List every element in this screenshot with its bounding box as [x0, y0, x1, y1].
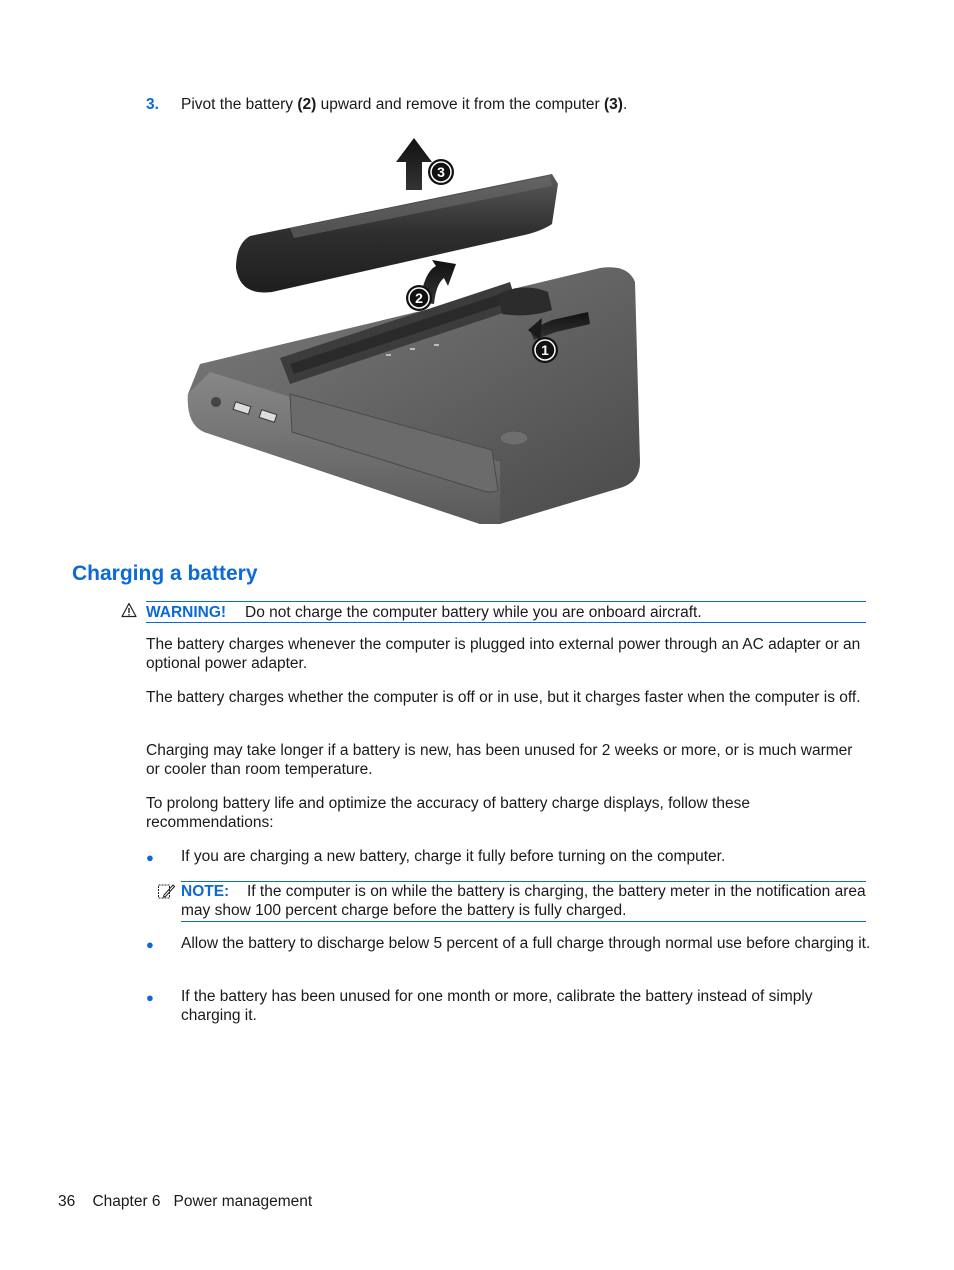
- svg-text:1: 1: [541, 342, 549, 358]
- svg-text:2: 2: [415, 290, 423, 306]
- paragraph: The battery charges whether the computer is off or in use, but it charges faster when the computer is off.: [146, 689, 861, 706]
- warning-label: WARNING!: [146, 604, 227, 621]
- bullet-marker: ●: [146, 990, 154, 1005]
- svg-text:3: 3: [437, 164, 445, 180]
- battery-removal-illustration: [180, 132, 646, 532]
- lift-arrow: [396, 138, 432, 190]
- note-label: NOTE:: [181, 883, 230, 900]
- callout-3-icon: [428, 159, 454, 185]
- paragraph: Charging may take longer if a battery is new, has been unused for 2 weeks or more, or is much warmer or cooler than room temperature.: [146, 742, 853, 778]
- bullet-item: Allow the battery to discharge below 5 percent of a full charge through normal use before charging it.: [181, 935, 871, 952]
- note-callout: [181, 881, 866, 922]
- footer-chapter: Chapter 6: [92, 1193, 161, 1210]
- audio-jack-icon: [211, 397, 221, 407]
- warning-triangle-icon: [121, 602, 137, 618]
- note-pencil-icon: [157, 882, 175, 900]
- paragraph: To prolong battery life and optimize the accuracy of battery charge displays, follow these recommendations:: [146, 795, 750, 831]
- bullet-item: If the battery has been unused for one month or more, calibrate the battery instead of simply charging it.: [181, 988, 813, 1024]
- bullet-item: If you are charging a new battery, charge it fully before turning on the computer.: [181, 848, 726, 865]
- callout-2-icon: [406, 285, 432, 311]
- rubber-foot: [500, 431, 528, 445]
- page-number: 36: [58, 1193, 76, 1210]
- section-heading: Charging a battery: [72, 562, 258, 585]
- warning-callout: [146, 601, 866, 623]
- battery-release-latch: [498, 287, 552, 315]
- paragraph: The battery charges whenever the computer is plugged into external power through an AC adapter or an optional power adapter.: [146, 636, 861, 672]
- footer-title: Power management: [173, 1193, 313, 1210]
- step-number: 3.: [146, 96, 159, 113]
- bullet-marker: ●: [146, 850, 154, 865]
- callout-1-icon: [532, 337, 558, 363]
- page-footer: [58, 1192, 312, 1211]
- warning-text: Do not charge the computer battery while you are onboard aircraft.: [245, 604, 702, 621]
- note-text: If the computer is on while the battery is charging, the battery meter in the notification area may show 100 percent charge before the battery is fully charged.: [181, 883, 866, 919]
- step-text: Pivot the battery (2) upward and remove it from the computer (3).: [181, 96, 628, 113]
- bullet-marker: ●: [146, 937, 154, 952]
